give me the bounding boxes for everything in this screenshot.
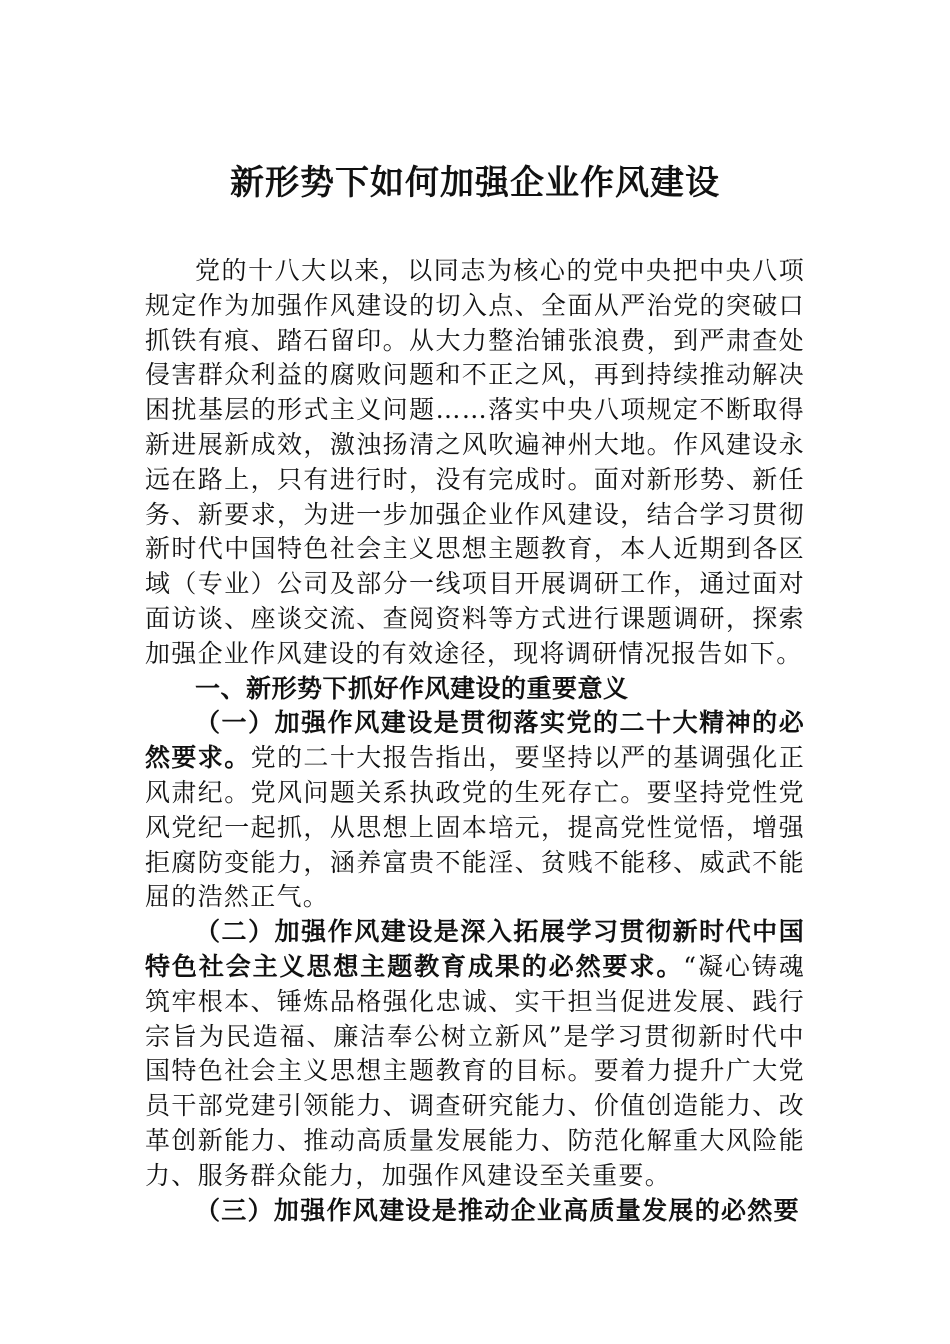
- item-1-text: 党的二十大报告指出，要坚持以严的基调强化正风肃纪。党风问题关系执政党的生死存亡。要坚持党性党风党纪一起抓，从思想上固本培元，提高党性觉悟，增强拒腐防变能力，涵养富贵不能淫、贫贱不能移、威武不能屈的浩然正气。: [145, 743, 805, 912]
- section-heading-1: 一、新形势下抓好作风建设的重要意义: [195, 673, 629, 703]
- intro-paragraph: 党的十八大以来，以同志为核心的党中央把中央八项规定作为加强作风建设的切入点、全面从严治党的突破口抓铁有痕、踏石留印。从大力整治铺张浪费，到严肃查处侵害群众利益的腐败问题和不正之风，再到持续推动解决困扰基层的形式主义问题……落实中央八项规定不断取得新进展新成效，激浊扬清之风吹遍神州大地。作风建设永远在路上，只有进行时，没有完成时。面对新形势、新任务、新要求，为进一步加强企业作风建设，结合学习贯彻新时代中国特色社会主义思想主题教育，本人近期到各区域（专业）公司及部分一线项目开展调研工作，通过面对面访谈、座谈交流、查阅资料等方式进行课题调研，探索加强企业作风建设的有效途径，现将调研情况报告如下。: [145, 256, 805, 668]
- item-3-lead: （三）加强作风建设是推动企业高质量发展的必然要: [195, 1195, 800, 1225]
- item-2-text: “凝心铸魂筑牢根本、锤炼品格强化忠诚、实干担当促进发展、践行宗旨为民造福、廉洁奉公树立新风”是学习贯彻新时代中国特色社会主义思想主题教育的目标。要着力提升广大党员干部党建引领能力、调查研究能力、价值创造能力、改革创新能力、推动高质量发展能力、防范化解重大风险能力、服务群众能力，加强作风建设至关重要。: [145, 951, 805, 1190]
- item-2-paragraph: [145, 915, 805, 1193]
- item-3-paragraph: [145, 1194, 805, 1229]
- item-1-lead: （一）加强作风建设是贯彻落实党的二十大精神的必然要求。: [145, 708, 805, 773]
- item-2-lead: （二）加强作风建设是深入拓展学习贯彻新时代中国特色社会主义思想主题教育成果的必然要求。: [145, 917, 805, 981]
- document-body: [145, 254, 805, 1228]
- item-1-paragraph: [145, 706, 805, 915]
- document-title: 新形势下如何加强企业作风建设: [230, 163, 720, 203]
